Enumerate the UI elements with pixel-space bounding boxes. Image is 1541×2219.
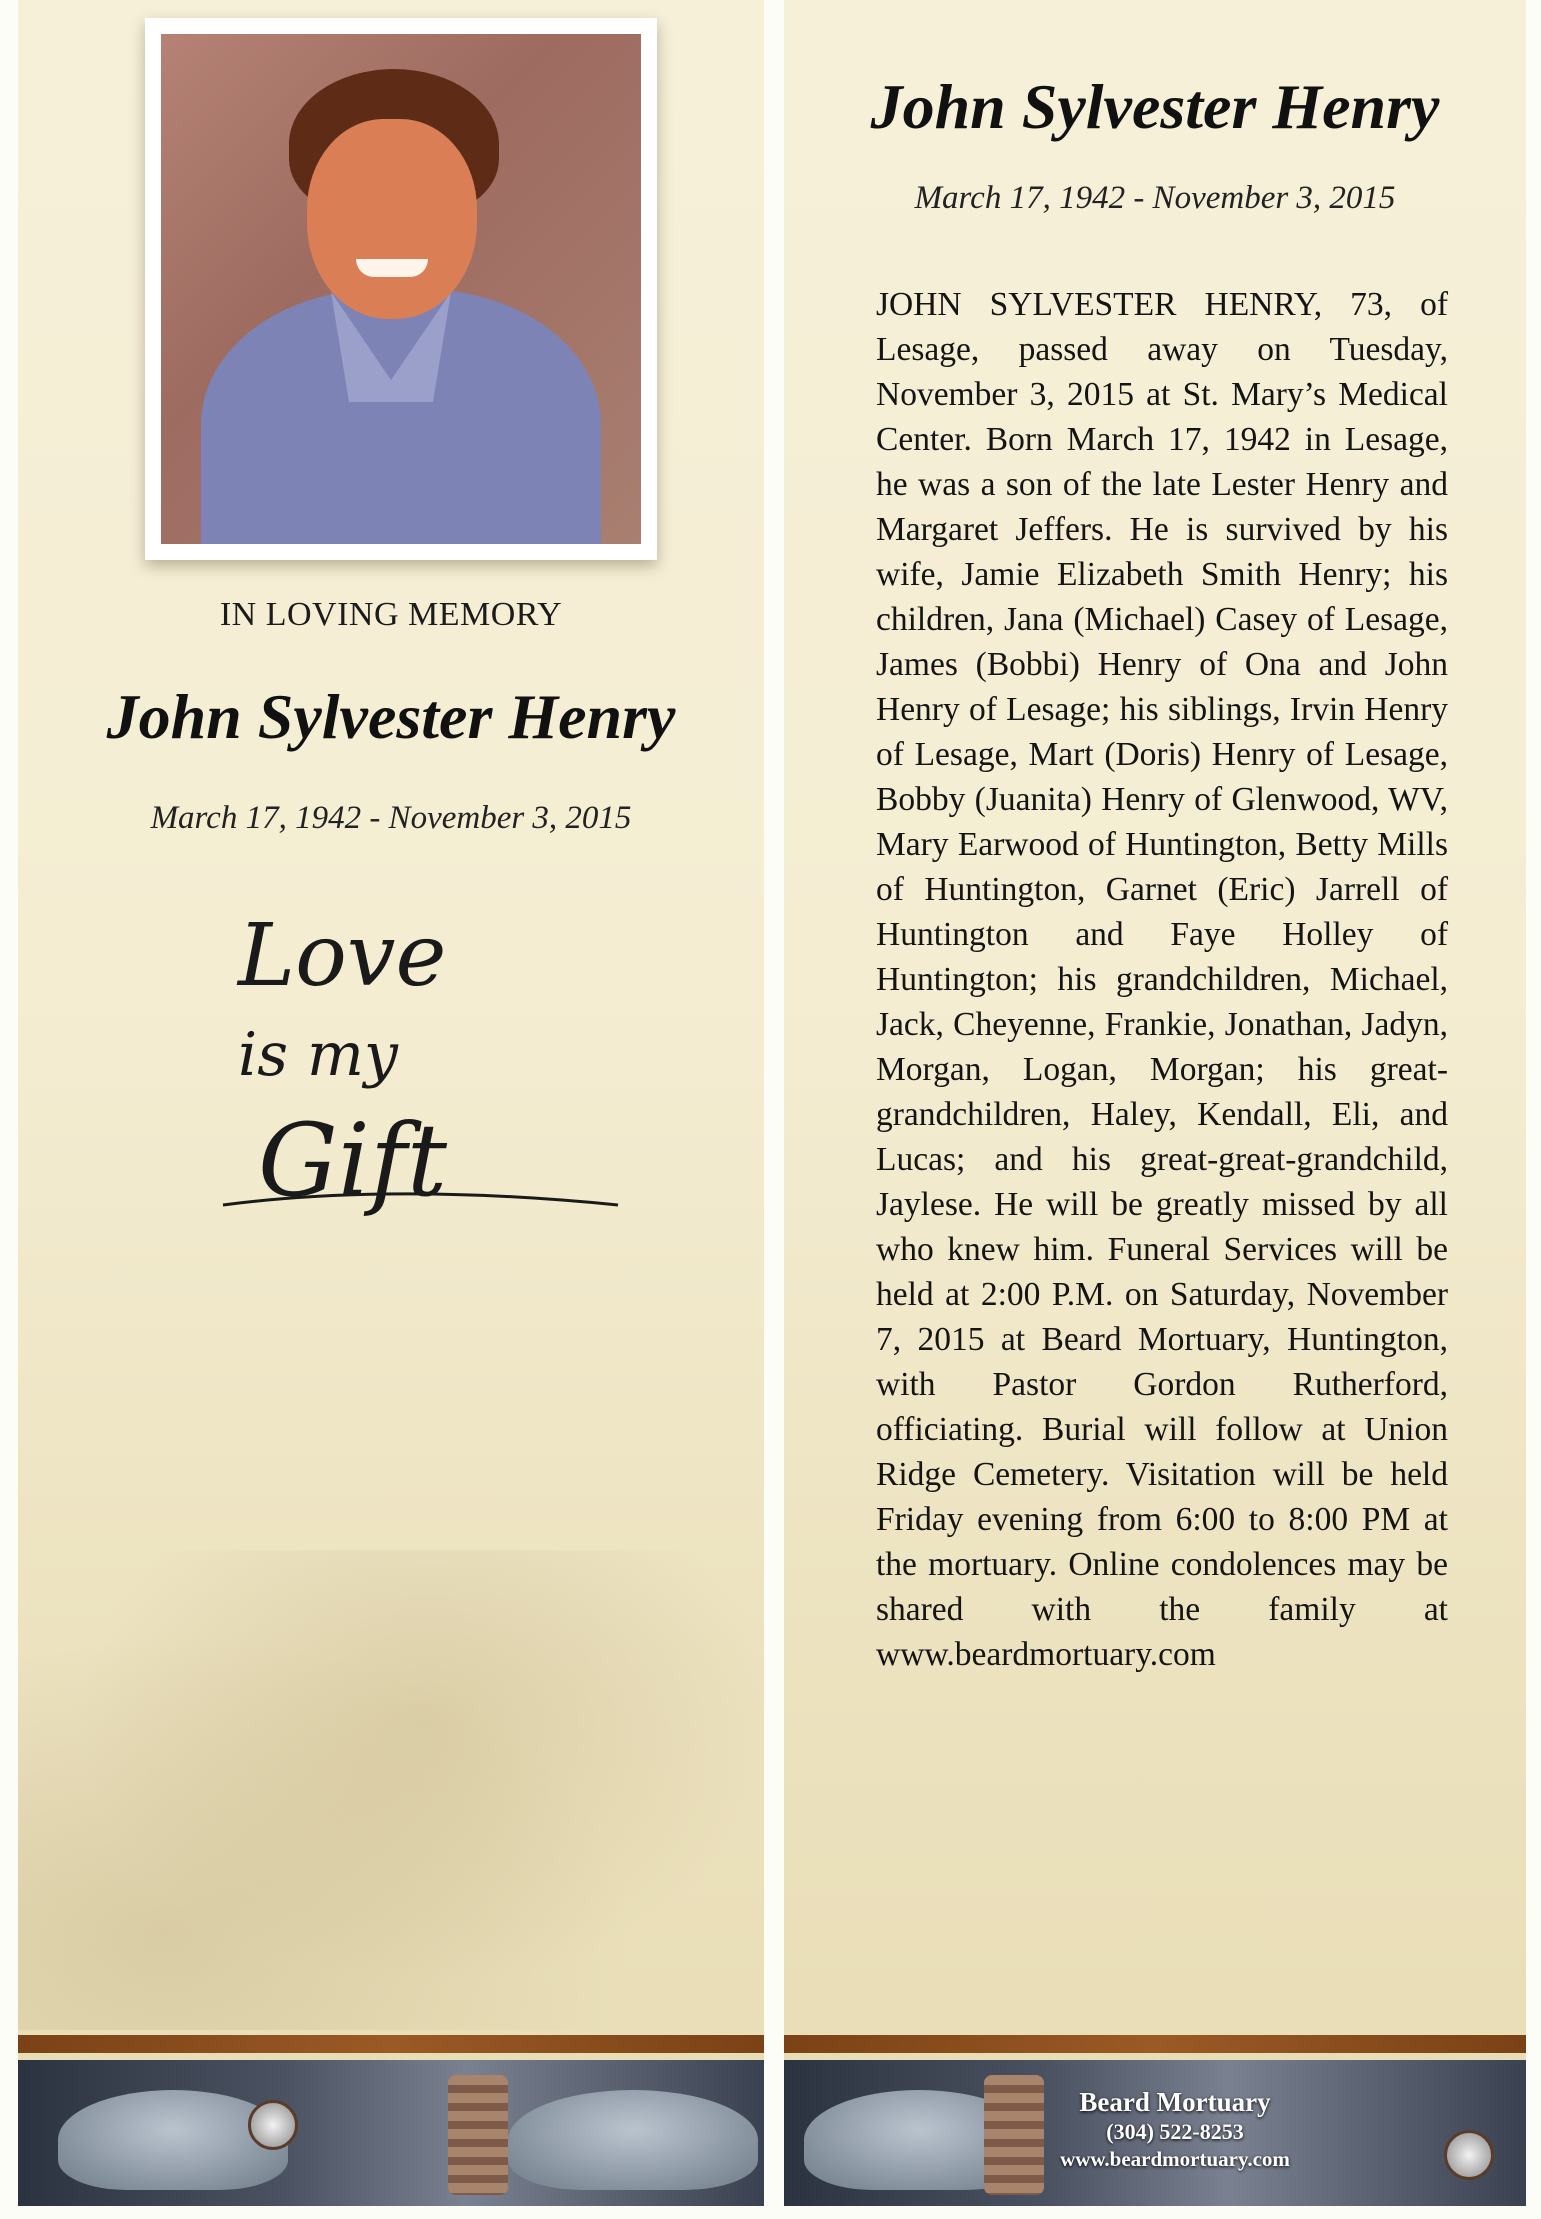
spur-icon bbox=[1444, 2130, 1494, 2180]
memorial-bookmark-back bbox=[784, 0, 1526, 2206]
script-line-love: Love bbox=[238, 906, 447, 1006]
love-is-my-gift-script bbox=[218, 905, 638, 1265]
obituary-name: John Sylvester Henry bbox=[870, 71, 1440, 142]
in-loving-memory-heading: IN LOVING MEMORY bbox=[219, 596, 563, 633]
mortuary-name: Beard Mortuary bbox=[1079, 2087, 1271, 2117]
deceased-name: John Sylvester Henry bbox=[106, 681, 676, 752]
spur-icon bbox=[248, 2100, 298, 2150]
mortuary-phone: (304) 522-8253 bbox=[1106, 2119, 1244, 2144]
photo-shirt bbox=[201, 289, 601, 544]
obituary-text: JOHN SYLVESTER HENRY, 73, of Lesage, passed away on Tuesday, November 3, 2015 at St. Mary’s Medical Center. Born March 17, 1942 in Lesage, he was a son of the late Lester Henry and Margaret Jeffers. He is survived by his wife, Jamie Elizabeth Smith Henry; his children, Jana (Michael) Casey of Lesage, James (Bobbi) Henry of Ona and John Henry of Lesage; his siblings, Irvin Henry of Lesage, Mart (Doris) Henry of Lesage, Bobby (Juanita) Henry of Glenwood, WV, Mary Earwood of Huntington, Betty Mills of Huntington, Garnet (Eric) Jarrell of Huntington and Faye Holley of Huntington; his grandchildren, Michael, Jack, Cheyenne, Frankie, Jonathan, Jadyn, Morgan, Logan, Morgan; his great-grandchildren, Haley, Kendall, Eli, and Lucas; and his great-great-grandchild, Jaylese. He will be greatly missed by all who knew him. Funeral Services will be held at 2:00 P.M. on Saturday, November 7, 2015 at Beard Mortuary, Huntington, with Pastor Gordon Rutherford, officiating. Burial will follow at Union Ridge Cemetery. Visitation will be held Friday evening from 6:00 to 8:00 PM at the mortuary. Online condolences may be shared with the family at www.beardmortuary.com bbox=[876, 286, 1448, 1673]
memorial-bookmark-front bbox=[18, 0, 764, 2206]
brown-stripe bbox=[784, 2035, 1526, 2053]
brown-stripe bbox=[18, 2035, 764, 2053]
mortuary-website-link[interactable]: www.beardmortuary.com bbox=[1060, 2147, 1290, 2171]
life-dates: March 17, 1942 - November 3, 2015 bbox=[150, 800, 632, 836]
boots-footer-image bbox=[18, 2060, 764, 2206]
script-line-is-my: is my bbox=[238, 1020, 398, 1090]
obituary-dates: March 17, 1942 - November 3, 2015 bbox=[914, 180, 1396, 216]
script-line-gift: Gift bbox=[258, 1102, 448, 1219]
boot-lace-icon bbox=[448, 2075, 508, 2195]
boot-right-icon bbox=[508, 2090, 758, 2190]
mortuary-info bbox=[1010, 2086, 1340, 2172]
portrait-photo bbox=[161, 34, 641, 544]
portrait-photo-frame bbox=[145, 18, 657, 560]
photo-smile bbox=[356, 259, 428, 277]
photo-face bbox=[307, 119, 477, 319]
background-artwork bbox=[18, 1550, 764, 2030]
